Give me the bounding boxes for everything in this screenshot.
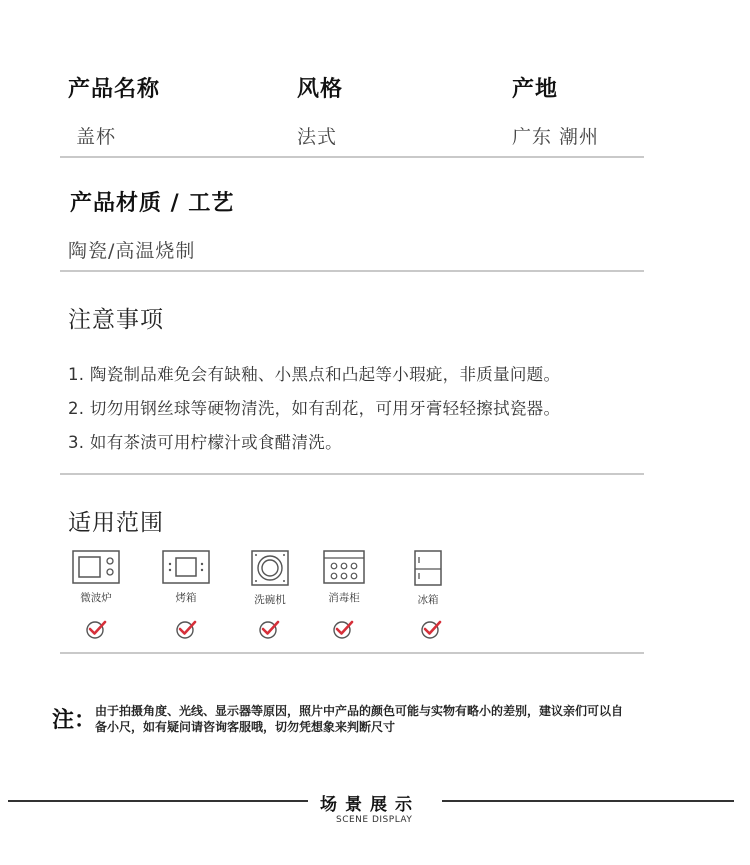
material-value: 陶瓷/高温烧制	[68, 240, 196, 262]
appliance-label: 微波炉	[80, 592, 112, 604]
spec-label-origin: 产地	[512, 77, 559, 102]
check-circle-icon	[420, 618, 442, 640]
notice-title: 注意事项	[68, 307, 164, 333]
check-circle-icon	[85, 618, 107, 640]
scene-divider-right	[442, 800, 734, 802]
notice-item: 2. 切勿用钢丝球等硬物清洗，如有刮花，可用牙膏轻轻擦拭瓷器。	[68, 399, 561, 418]
appliance-label: 冰箱	[417, 594, 439, 606]
footnote-line: 备小尺，如有疑问请咨询客服哦，切勿凭想象来判断尺寸	[95, 720, 396, 734]
check-circle-icon	[258, 618, 280, 640]
microwave-icon	[72, 550, 120, 584]
spec-value-origin: 广东 潮州	[512, 126, 600, 148]
spec-label-name: 产品名称	[68, 77, 161, 102]
divider	[60, 473, 644, 475]
appliance-refrigerator	[404, 550, 452, 607]
appliance-oven	[162, 550, 210, 605]
footnote-line: 由于拍摄角度、光线、显示器等原因，照片中产品的颜色可能与实物有略小的差别，建议亲们可以自	[95, 704, 624, 718]
notice-item: 1. 陶瓷制品难免会有缺釉、小黑点和凸起等小瑕疵，非质量问题。	[68, 365, 561, 384]
divider	[60, 270, 644, 272]
check-circle-icon	[175, 618, 197, 640]
scene-divider-left	[8, 800, 308, 802]
scene-title: 场景展示	[320, 795, 420, 815]
scene-subtitle: SCENE DISPLAY	[336, 815, 413, 825]
divider	[60, 652, 644, 654]
usage-title: 适用范围	[68, 510, 164, 536]
footnote-mark: 注：	[52, 708, 97, 733]
appliance-label: 洗碗机	[254, 594, 286, 606]
dishwasher-icon	[251, 550, 289, 586]
spec-value-name: 盖杯	[76, 126, 117, 148]
appliance-label: 消毒柜	[328, 592, 360, 604]
check-circle-icon	[332, 618, 354, 640]
notice-item: 3. 如有茶渍可用柠檬汁或食醋清洗。	[68, 433, 342, 452]
refrigerator-icon	[414, 550, 442, 586]
sterilizer-cabinet-icon	[323, 550, 365, 584]
oven-icon	[162, 550, 210, 584]
appliance-label: 烤箱	[175, 592, 197, 604]
appliance-sterilizer-cabinet	[320, 550, 368, 605]
material-label: 产品材质 / 工艺	[70, 191, 235, 216]
spec-label-style: 风格	[297, 77, 344, 102]
divider	[60, 156, 644, 158]
appliance-dishwasher	[246, 550, 294, 607]
appliance-microwave	[72, 550, 120, 605]
spec-value-style: 法式	[297, 126, 338, 148]
